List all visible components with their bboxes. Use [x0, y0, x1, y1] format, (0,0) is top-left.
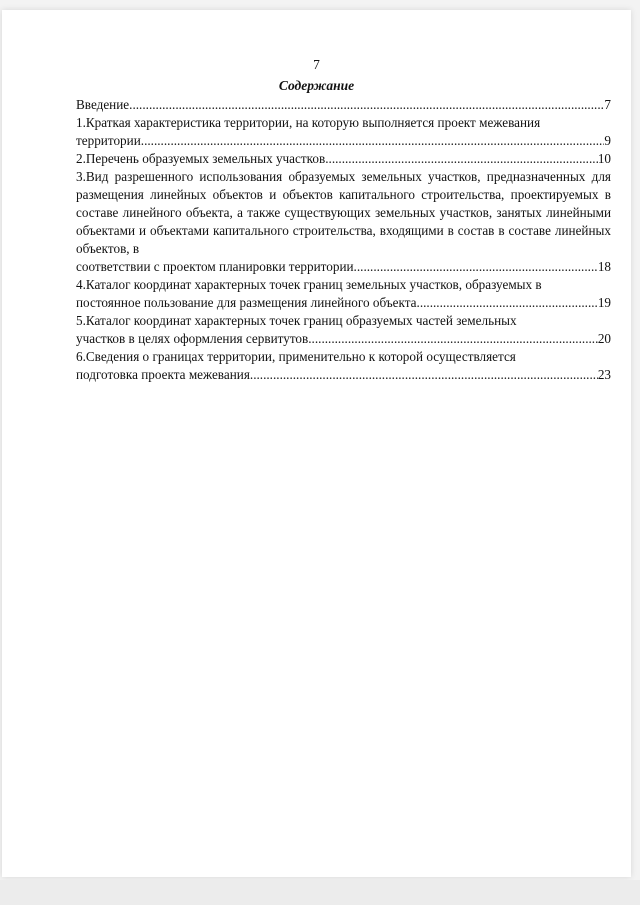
toc-leader-dots: [250, 366, 598, 384]
toc-entry-line: [76, 150, 611, 168]
toc-entry-text: 3.Вид разрешенного использования образуемых земельных участков, предназначенных для размещения линейных объектов и объектов капитального строительства, проектируемых в составе линейного объекта, а также существующих земельных участков, занятых линейными объектами и объектами капитального строительства, входящими в состав в составе линейных объектов, в: [76, 169, 611, 256]
toc-entry-line: [76, 330, 611, 348]
toc-page-number: 9: [604, 133, 611, 148]
toc-entry-3[interactable]: [76, 168, 611, 276]
toc-page-number: 19: [597, 295, 611, 310]
toc-page-number: 20: [597, 331, 611, 346]
toc-entry-text: 6.Сведения о границах территории, применительно к которой осуществляется: [76, 349, 516, 364]
toc-leader-dots: [141, 132, 605, 150]
toc-page-number: 10: [597, 151, 611, 166]
toc-entry-text: 4.Каталог координат характерных точек границ земельных участков, образуемых в: [76, 277, 542, 292]
toc-entry-introduction[interactable]: [76, 96, 611, 114]
toc-entry-text: участков в целях оформления сервитутов: [76, 331, 309, 346]
toc-page-number: 23: [597, 367, 611, 382]
toc-entry-1[interactable]: [76, 114, 611, 150]
toc-leader-dots: [417, 294, 598, 312]
toc-page-number: 18: [597, 259, 611, 274]
toc-entry-text: 5.Каталог координат характерных точек границ образуемых частей земельных: [76, 313, 517, 328]
viewer-bottom-strip: [0, 880, 640, 905]
toc-entry-text: 1.Краткая характеристика территории, на которую выполняется проект межевания: [76, 115, 541, 130]
document-page: [2, 10, 631, 877]
toc-title: Содержание: [278, 78, 355, 93]
toc-leader-dots: [357, 258, 598, 276]
toc-entry-text: 2.Перечень образуемых земельных участков: [76, 151, 326, 166]
toc-entry-line: [76, 132, 611, 150]
toc-entry-5[interactable]: [76, 312, 611, 348]
toc-entry-line: [76, 96, 611, 114]
toc-entry-text: территории: [76, 133, 141, 148]
toc-entry-6[interactable]: [76, 348, 611, 384]
toc-entry-text: подготовка проекта межевания: [76, 367, 250, 382]
toc-entry-text: соответствии с проектом планировки территории.: [76, 259, 357, 274]
toc-leader-dots: [308, 330, 598, 348]
toc-leader-dots: [129, 96, 604, 114]
toc-page-number: 7: [604, 97, 611, 112]
toc-entry-line: [76, 366, 611, 384]
table-of-contents: [76, 96, 611, 384]
toc-entry-4[interactable]: [76, 276, 611, 312]
toc-entry-line: [76, 294, 611, 312]
toc-leader-dots: [325, 150, 598, 168]
toc-entry-text: постоянное пользование для размещения линейного объекта: [76, 295, 417, 310]
page-number: 7: [313, 57, 320, 72]
toc-entry-2[interactable]: [76, 150, 611, 168]
toc-entry-text: Введение: [76, 97, 130, 112]
toc-entry-line: [76, 258, 611, 276]
